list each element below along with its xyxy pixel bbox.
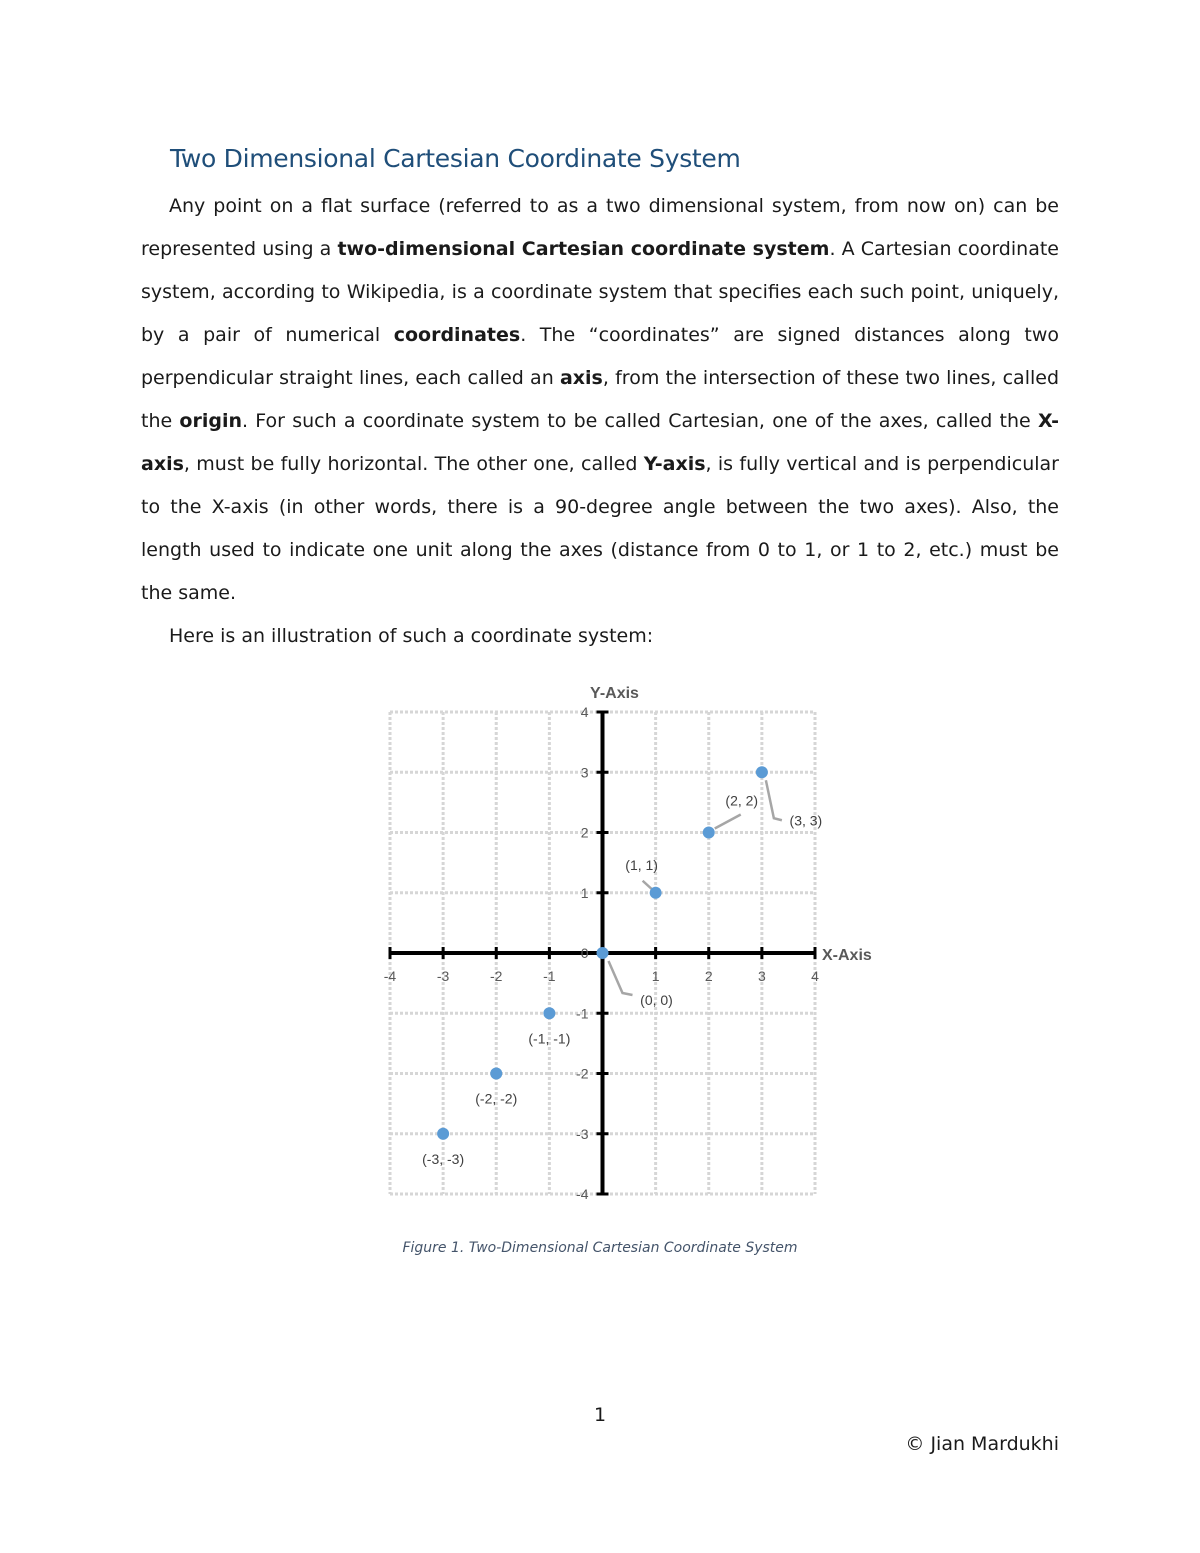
paragraph-intro <box>141 185 1059 615</box>
bold-term: coordinates <box>393 324 521 346</box>
data-label: (-3, -3) <box>422 1150 465 1167</box>
x-axis-title: X-Axis <box>822 947 872 964</box>
data-label-leader <box>766 780 782 820</box>
text-run: , must be fully horizontal. The other one, called <box>183 453 644 475</box>
y-tick-label: 1 <box>580 884 589 901</box>
bold-term: origin <box>179 410 242 432</box>
x-tick-label: -2 <box>490 968 503 984</box>
text-run: . A Cartesian coordinate system, according to Wikipedia, is a coordinate system that specifies each such point, uniquely, by a pair of numerical <box>141 238 1059 346</box>
data-label: (-2, -2) <box>475 1090 518 1107</box>
data-point <box>756 766 768 778</box>
text-run: , from the intersection of these two lines, called the <box>141 367 1060 432</box>
data-label-leader <box>715 815 741 829</box>
page-heading: Two Dimensional Cartesian Coordinate System <box>170 144 741 173</box>
data-label: (0, 0) <box>640 992 673 1008</box>
body-text <box>141 185 1059 658</box>
text-run: . The “coordinates” are signed distances along two perpendicular straight lines, each called an <box>141 324 1059 389</box>
y-tick-label: 0 <box>580 945 589 961</box>
coordinate-chart <box>370 670 890 1215</box>
text-run: Any point on a flat surface (referred to as a two dimensional system, from now on) can be represented using a <box>141 195 1059 260</box>
x-tick-label: 3 <box>757 968 766 984</box>
data-point <box>543 1007 555 1019</box>
data-point <box>490 1068 502 1080</box>
x-tick-label: 1 <box>651 968 660 984</box>
figure-caption: Figure 1. Two-Dimensional Cartesian Coordinate System <box>402 1240 798 1256</box>
copyright-notice: © Jian Mardukhi <box>905 1433 1059 1455</box>
text-run: . For such a coordinate system to be called Cartesian, one of the axes, called the <box>242 410 1038 432</box>
data-point <box>703 827 715 839</box>
data-point <box>437 1128 449 1140</box>
data-label: (2, 2) <box>725 792 759 809</box>
bold-term: Y-axis <box>643 453 706 475</box>
x-tick-label: -4 <box>383 968 397 984</box>
data-point <box>650 887 662 899</box>
y-tick-label: -3 <box>576 1125 589 1142</box>
data-label: (-1, -1) <box>528 1030 571 1047</box>
paragraph-illustration-intro: Here is an illustration of such a coordinate system: <box>169 625 654 647</box>
x-tick-label: 4 <box>811 968 819 984</box>
bold-term: X-axis <box>141 410 1059 475</box>
y-tick-label: -4 <box>576 1186 589 1202</box>
x-tick-label: -3 <box>436 968 450 984</box>
x-tick-label: -1 <box>543 968 556 984</box>
y-tick-label: 2 <box>580 824 589 841</box>
data-label: (1, 1) <box>625 856 658 873</box>
data-label: (3, 3) <box>789 812 823 829</box>
bold-term: two-dimensional Cartesian coordinate system <box>337 238 830 260</box>
y-axis-title: Y-Axis <box>590 685 639 702</box>
text-run: , is fully vertical and is perpendicular to the X-axis (in other words, there is a 90-degree angle between the two axes). Also, the length used to indicate one unit along the axes (distance from 0 to 1, or 1 to 2, etc.) must be the same. <box>141 453 1059 604</box>
y-tick-label: 4 <box>580 704 589 720</box>
x-tick-label: 2 <box>704 968 713 984</box>
data-point <box>597 947 609 959</box>
y-tick-label: -2 <box>576 1065 589 1082</box>
data-label-leader <box>609 961 633 995</box>
y-tick-label: -1 <box>576 1005 589 1022</box>
y-tick-label: 3 <box>580 764 589 781</box>
bold-term: axis <box>559 367 603 389</box>
page-number: 1 <box>593 1404 607 1426</box>
